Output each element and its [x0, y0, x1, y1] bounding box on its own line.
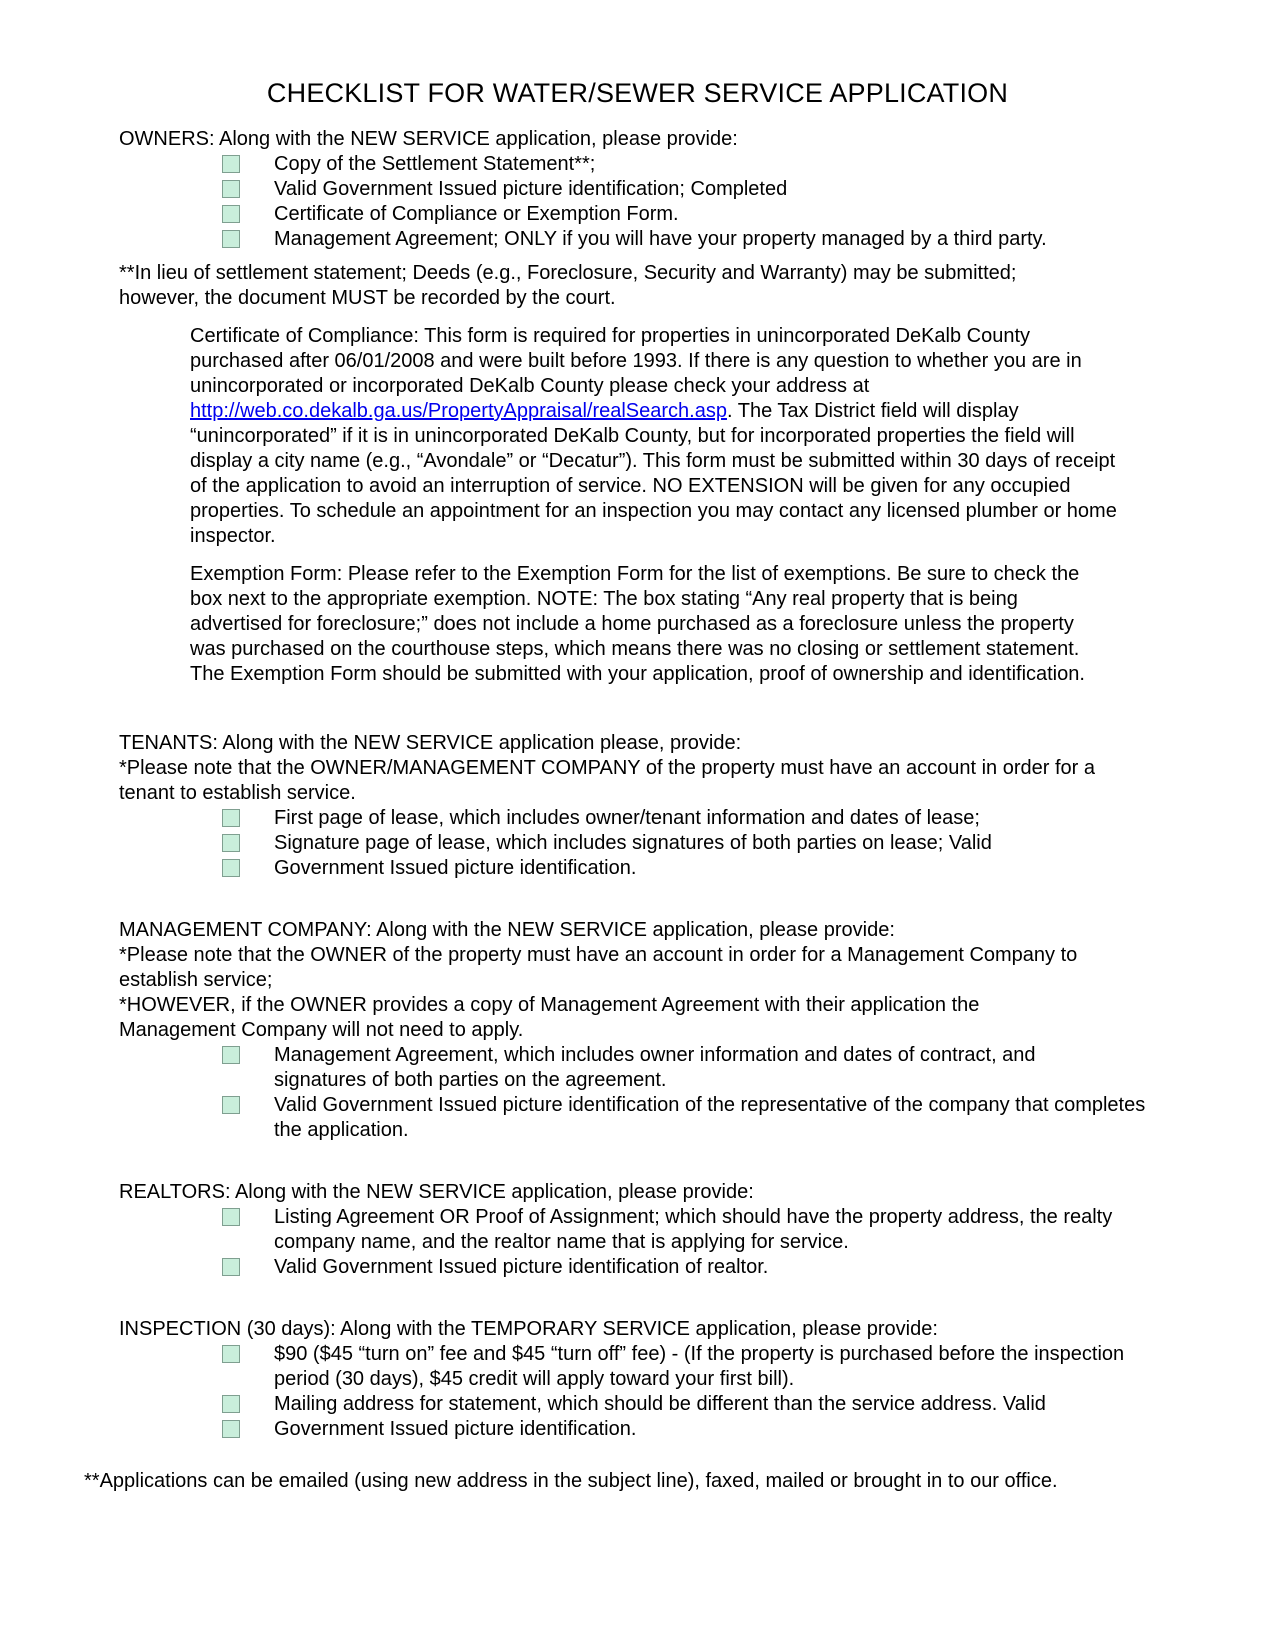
checkbox[interactable] — [222, 1395, 240, 1413]
checkbox[interactable] — [222, 809, 240, 827]
footer-note: **Applications can be emailed (using new address in the subject line), faxed, mailed or brought in to our office. — [84, 1470, 1058, 1492]
inspection-heading: INSPECTION (30 days): Along with the TEMPORARY SERVICE application, please provide: — [119, 1318, 938, 1340]
inspection-item-text: Mailing address for statement, which should be different than the service address. Valid — [274, 1393, 1046, 1415]
tenants-heading: TENANTS: Along with the NEW SERVICE application please, provide: — [119, 732, 742, 754]
checkbox[interactable] — [222, 155, 240, 173]
certificate-text-before: Certificate of Compliance: This form is required for properties in unincorporated DeKalb County purchased after 06/01/2008 and were built before 1993. If there is any question to whether you are in unincorporated or incorporated DeKalb County please check your address at — [190, 325, 1082, 397]
realtors-item-text: Valid Government Issued picture identification of realtor. — [274, 1256, 769, 1278]
owners-item-text: Certificate of Compliance or Exemption Form. — [274, 203, 679, 225]
management-heading: MANAGEMENT COMPANY: Along with the NEW SERVICE application, please provide: — [119, 919, 895, 941]
certificate-text-after: . The Tax District field will display “unincorporated” if it is in unincorporated DeKalb County, but for incorporated properties the field will display a city name (e.g., “Avondale” or “Decatur”). This form must be submitted within 30 days of receipt of the application to avoid an interruption of service. NO EXTENSION will be given for any occupied properties. To schedule an appointment for an inspection you may contact any licensed plumber or home inspector. — [190, 400, 1117, 547]
certificate-paragraph — [190, 324, 1125, 549]
checkbox[interactable] — [222, 1420, 240, 1438]
page-title: CHECKLIST FOR WATER/SEWER SERVICE APPLICATION — [266, 78, 1009, 108]
checkbox[interactable] — [222, 205, 240, 223]
management-item-text: Valid Government Issued picture identification of the representative of the company that completes the application. — [274, 1094, 1146, 1141]
checkbox[interactable] — [222, 230, 240, 248]
owners-item-text: Management Agreement; ONLY if you will have your property managed by a third party. — [274, 228, 1047, 250]
checkbox[interactable] — [222, 1208, 240, 1226]
checkbox[interactable] — [222, 859, 240, 877]
property-appraisal-link[interactable]: http://web.co.dekalb.ga.us/PropertyAppraisal/realSearch.asp — [190, 400, 727, 422]
management-note-2: *HOWEVER, if the OWNER provides a copy of Management Agreement with their application the Management Company will not need to apply. — [119, 994, 980, 1041]
owners-item-text: Copy of the Settlement Statement**; — [274, 153, 596, 175]
tenants-note: *Please note that the OWNER/MANAGEMENT COMPANY of the property must have an account in order for a tenant to establish service. — [119, 757, 1095, 804]
owners-note: **In lieu of settlement statement; Deeds (e.g., Foreclosure, Security and Warranty) may be submitted; however, the document MUST be recorded by the court. — [119, 262, 1017, 309]
tenants-item-text: Government Issued picture identification. — [274, 857, 637, 879]
owners-heading: OWNERS: Along with the NEW SERVICE application, please provide: — [119, 128, 738, 150]
checkbox[interactable] — [222, 180, 240, 198]
owners-item-text: Valid Government Issued picture identification; Completed — [274, 178, 788, 200]
checkbox[interactable] — [222, 1345, 240, 1363]
exemption-paragraph: Exemption Form: Please refer to the Exemption Form for the list of exemptions. Be sure to check the box next to the appropriate exemption. NOTE: The box stating “Any real property that is being advertised for foreclosure;” does not include a home purchased as a foreclosure unless the property was purchased on the courthouse steps, which means there was no closing or settlement statement. The Exemption Form should be submitted with your application, proof of ownership and identification. — [190, 563, 1085, 685]
checkbox[interactable] — [222, 1258, 240, 1276]
checkbox[interactable] — [222, 834, 240, 852]
realtors-heading: REALTORS: Along with the NEW SERVICE application, please provide: — [119, 1181, 754, 1203]
inspection-item-text: $90 ($45 “turn on” fee and $45 “turn off” fee) - (If the property is purchased before the inspection period (30 days), $45 credit will apply toward your first bill). — [274, 1343, 1125, 1390]
inspection-item-text: Government Issued picture identification. — [274, 1418, 637, 1440]
checkbox[interactable] — [222, 1046, 240, 1064]
management-note-1: *Please note that the OWNER of the property must have an account in order for a Management Company to establish service; — [119, 944, 1078, 991]
realtors-item-text: Listing Agreement OR Proof of Assignment; which should have the property address, the realty company name, and the realtor name that is applying for service. — [274, 1206, 1113, 1253]
tenants-item-text: Signature page of lease, which includes signatures of both parties on lease; Valid — [274, 832, 992, 854]
tenants-item-text: First page of lease, which includes owner/tenant information and dates of lease; — [274, 807, 980, 829]
checkbox[interactable] — [222, 1096, 240, 1114]
management-item-text: Management Agreement, which includes owner information and dates of contract, and signatures of both parties on the agreement. — [274, 1044, 1036, 1091]
